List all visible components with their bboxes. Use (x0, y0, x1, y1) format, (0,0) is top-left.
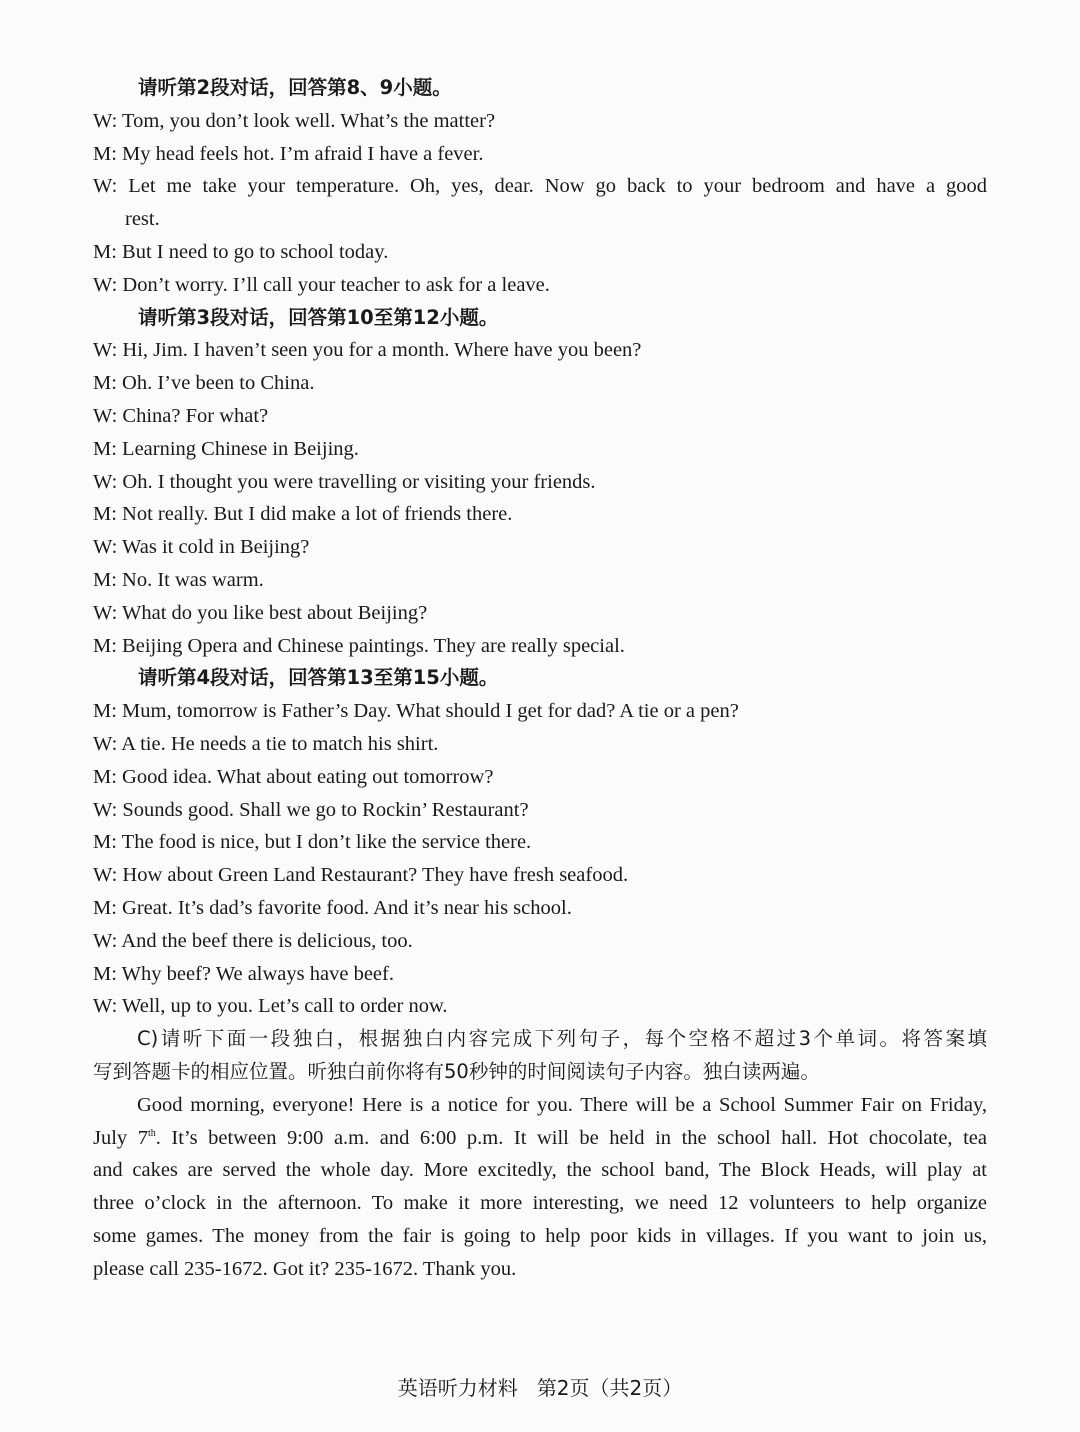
dialogue-line: W: Let me take your temperature. Oh, yes, dear. Now go back to your bedroom and have a good (93, 175, 987, 198)
dialogue-line: M: Oh. I’ve been to China. (93, 372, 315, 395)
monologue-text: . It’s between 9:00 a.m. and 6:00 p.m. It will be held in the school hall. Hot chocolate, tea (155, 1126, 987, 1149)
monologue-line (93, 1122, 987, 1155)
dialogue-line: M: The food is nice, but I don’t like the service there. (93, 831, 532, 854)
part-c-instruction-continued: 写到答题卡的相应位置。听独白前你将有50秒钟的时间阅读句子内容。独白读两遍。 (93, 1059, 820, 1083)
dialogue-line: W: A tie. He needs a tie to match his shirt. (93, 732, 439, 755)
monologue-line: please call 235-1672. Got it? 235-1672. Thank you. (93, 1257, 517, 1280)
monologue-line: and cakes are served the whole day. More excitedly, the school band, The Block Heads, will play at (93, 1159, 987, 1182)
footer-title: 英语听力材料 (397, 1376, 518, 1400)
dialogue-line-continuation: rest. (125, 208, 160, 231)
monologue-date: July 7 (93, 1126, 148, 1149)
date-ordinal-suffix: th (147, 1127, 156, 1139)
dialogue-line: M: Why beef? We always have beef. (93, 962, 394, 985)
dialogue-line: W: What do you like best about Beijing? (93, 601, 428, 624)
document-body (93, 72, 987, 1285)
monologue-line: some games. The money from the fair is going to help poor kids in villages. If you want to join us, (93, 1224, 987, 1247)
dialogue-line: M: Learning Chinese in Beijing. (93, 437, 359, 460)
dialogue-line: M: No. It was warm. (93, 568, 264, 591)
dialogue-line: M: Mum, tomorrow is Father’s Day. What should I get for dad? A tie or a pen? (93, 700, 739, 723)
monologue-line: three o’clock in the afternoon. To make it more interesting, we need 12 volunteers to help organize (93, 1192, 987, 1215)
section-4-heading: 请听第4段对话，回答第13至第15小题。 (138, 666, 499, 690)
page-footer (0, 1372, 1080, 1401)
dialogue-line: W: Well, up to you. Let’s call to order now. (93, 995, 448, 1018)
monologue-line: Good morning, everyone! Here is a notice for you. There will be a School Summer Fair on Friday, (137, 1093, 987, 1116)
dialogue-line: W: Tom, you don’t look well. What’s the matter? (93, 109, 496, 132)
dialogue-line: W: Sounds good. Shall we go to Rockin’ Restaurant? (93, 798, 529, 821)
dialogue-line: M: My head feels hot. I’m afraid I have a fever. (93, 142, 484, 165)
dialogue-line: W: And the beef there is delicious, too. (93, 929, 413, 952)
footer-page-number: 第2页（共2页） (536, 1376, 683, 1400)
dialogue-line: W: Oh. I thought you were travelling or visiting your friends. (93, 470, 596, 493)
dialogue-line: W: Was it cold in Beijing? (93, 536, 310, 559)
dialogue-line: M: Good idea. What about eating out tomorrow? (93, 765, 494, 788)
dialogue-line: M: Not really. But I did make a lot of friends there. (93, 503, 513, 526)
dialogue-line: W: Hi, Jim. I haven’t seen you for a month. Where have you been? (93, 339, 642, 362)
dialogue-line: M: Beijing Opera and Chinese paintings. They are really special. (93, 634, 625, 657)
dialogue-line: M: But I need to go to school today. (93, 240, 389, 263)
dialogue-line: W: Don’t worry. I’ll call your teacher to ask for a leave. (93, 273, 550, 296)
section-3-heading: 请听第3段对话，回答第10至第12小题。 (138, 305, 499, 329)
part-c-instruction: C)请听下面一段独白，根据独白内容完成下列句子，每个空格不超过3个单词。将答案填 (137, 1027, 987, 1051)
dialogue-line: M: Great. It’s dad’s favorite food. And it’s near his school. (93, 896, 572, 919)
section-2-heading: 请听第2段对话，回答第8、9小题。 (138, 76, 452, 99)
dialogue-line: W: China? For what? (93, 404, 269, 427)
dialogue-line: W: How about Green Land Restaurant? They have fresh seafood. (93, 864, 629, 887)
